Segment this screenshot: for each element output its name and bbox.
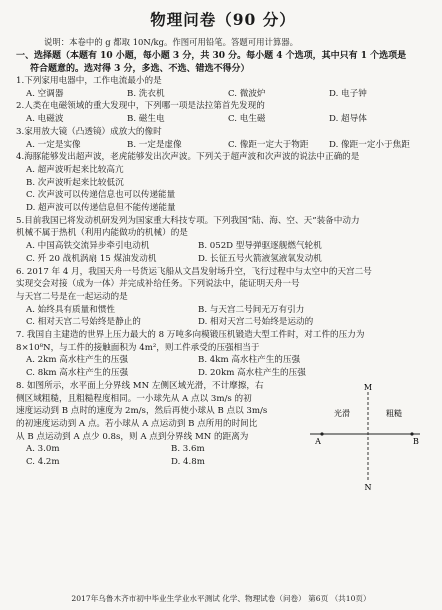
question-8	[16, 380, 430, 490]
point-a-dot	[320, 432, 323, 435]
option: B. 3.6m	[171, 444, 205, 455]
option: A. 3.0m	[26, 444, 60, 455]
option-row	[16, 316, 430, 329]
section-heading-line2: 符合题意的。选对得 3 分，多选、不选、错选不得分）	[30, 63, 250, 74]
option: C. 电生磁	[228, 114, 266, 125]
option: D. 电子钟	[329, 88, 367, 99]
label-b: B	[413, 436, 419, 446]
option: C. 次声波可以传递信息也可以传递能量	[26, 190, 176, 201]
option: B. 与天宫二号间无万有引力	[198, 304, 305, 315]
option: B. 洗衣机	[127, 88, 165, 99]
option: D. 超导体	[329, 114, 367, 125]
option-row	[16, 240, 430, 253]
mn-boundary-diagram	[304, 382, 426, 490]
question-6	[16, 266, 430, 330]
label-a: A	[315, 436, 321, 446]
option: A. 一定是实像	[26, 139, 81, 150]
question-stem-line: 3.家用放大镜（凸透镜）成放大的像时	[16, 126, 162, 137]
question-stem-line: 7. 我国自主建造的世界上压力最大的 8 万吨多向模锻压机锻造大型工件时，对工件的压力为	[16, 330, 365, 341]
question-stem-line: 侧区域粗糙，且粗糙程度相同。一小球先从 A 点以 3m/s 的初	[16, 393, 252, 404]
label-smooth: 光滑	[334, 408, 350, 418]
option-row	[16, 113, 430, 126]
option: C. 歼 20 战机涡扇 15 煤油发动机	[26, 253, 157, 264]
option-row	[16, 354, 430, 367]
question-stem-line: 机械不属于热机（利用内能做功的机械）的是	[16, 228, 188, 239]
option-row	[16, 443, 316, 456]
question-stem-line: 2.人类在电磁领域的重大发现中，下列哪一项是法拉第首先发现的	[16, 101, 265, 112]
option: B. 052D 型导弹驱逐舰燃气轮机	[198, 241, 322, 252]
question-5	[16, 215, 430, 266]
option: A. 始终具有质量和惯性	[26, 304, 116, 315]
option-row	[16, 456, 316, 469]
option-row	[16, 253, 430, 266]
point-b-dot	[410, 432, 413, 435]
label-m: M	[363, 382, 373, 392]
option: B. 磁生电	[127, 114, 165, 125]
option: A. 中国高铁交流异步牵引电动机	[26, 241, 150, 252]
option: C. 相对天宫二号始终是静止的	[26, 317, 141, 328]
option-row	[16, 88, 430, 101]
question-stem-line: 实现交会对接（成为一体）并完成补给任务。下列说法中，能证明天舟一号	[16, 279, 300, 290]
question-list	[16, 75, 430, 380]
page-title: 物理问卷（90 分）	[150, 10, 296, 29]
option-row	[16, 367, 430, 380]
option-row	[16, 304, 430, 317]
question-stem-line: 8. 如图所示，水平面上分界线 MN 左侧区域光滑，不计摩擦，右	[16, 380, 264, 391]
question-1	[16, 75, 430, 100]
option: D. 超声波可以传递信息但不能传递能量	[26, 203, 176, 214]
question-stem-line: 从 B 点运动到 A 点少 0.8s，则 A 点到分界线 MN 的距离为	[16, 431, 249, 442]
question-stem-line: 与天宫二号是在一起运动的是	[16, 291, 128, 302]
question-stem-line: 6. 2017 年 4 月，我国天舟一号货运飞船从文昌发射场升空，飞行过程中与太空中的天宫二号	[16, 266, 372, 277]
option: D. 20km 高水柱产生的压强	[198, 368, 306, 379]
option: C. 微波炉	[228, 88, 266, 99]
option: D. 像距一定小于焦距	[329, 139, 410, 150]
option: C. 4.2m	[26, 457, 60, 468]
section-heading	[16, 50, 430, 75]
option: A. 空调器	[26, 88, 64, 99]
option: B. 4km 高水柱产生的压强	[198, 355, 301, 366]
question-stem-line: 4.海豚能够发出超声波，老虎能够发出次声波。下列关于超声波和次声波的说法中正确的是	[16, 152, 360, 163]
question-stem-line: 8×10⁸N，与工件的接触面积为 4m²，则工件承受的压强相当于	[16, 342, 260, 353]
option: D. 相对天宫二号始终是运动的	[198, 317, 314, 328]
question-stem-line: 的初速度运动到 A 点。若小球从 A 点运动到 B 点所用的时间比	[16, 418, 258, 429]
question-stem-line: 速度运动到 B 点时的速度为 2m/s，然后再使小球从 B 点以 3m/s	[16, 406, 268, 417]
option: C. 像距一定大于物距	[228, 139, 309, 150]
label-rough: 粗糙	[386, 408, 402, 418]
option: B. 次声波听起来比较低沉	[26, 177, 124, 188]
section-heading-line1: 一、选择题（本题有 10 小题，每小题 3 分，共 30 分。每小题 4 个选项，其中只有 1 个选项是	[16, 51, 407, 61]
question-3	[16, 126, 430, 151]
option: A. 超声波听起来比较高亢	[26, 164, 124, 175]
option: A. 2km 高水柱产生的压强	[26, 355, 128, 366]
option: D. 长征五号火箭液氢液氧发动机	[198, 253, 322, 264]
option: C. 8km 高水柱产生的压强	[26, 368, 129, 379]
option: D. 4.8m	[171, 457, 205, 468]
label-n: N	[364, 482, 372, 490]
instructions-note: 说明：本卷中的 g 都取 10N/kg。作图可用铅笔。答题可用计算器。	[44, 37, 298, 47]
option-row	[16, 139, 430, 152]
option: B. 一定是虚像	[127, 139, 182, 150]
question-stem-line: 5.目前我国已将发动机研发列为国家重大科技专项。下列我国“陆、海、空、天”装备中动力	[16, 215, 360, 226]
option: A. 电磁波	[26, 114, 64, 125]
question-4	[16, 151, 430, 215]
question-stem-line: 1.下列家用电器中，工作电流最小的是	[16, 76, 162, 86]
question-2	[16, 100, 430, 125]
question-7	[16, 329, 430, 380]
page-footer: 2017年乌鲁木齐市初中毕业生学业水平测试 化学、物理试卷（问卷） 第6页 （共10页）	[71, 594, 371, 603]
